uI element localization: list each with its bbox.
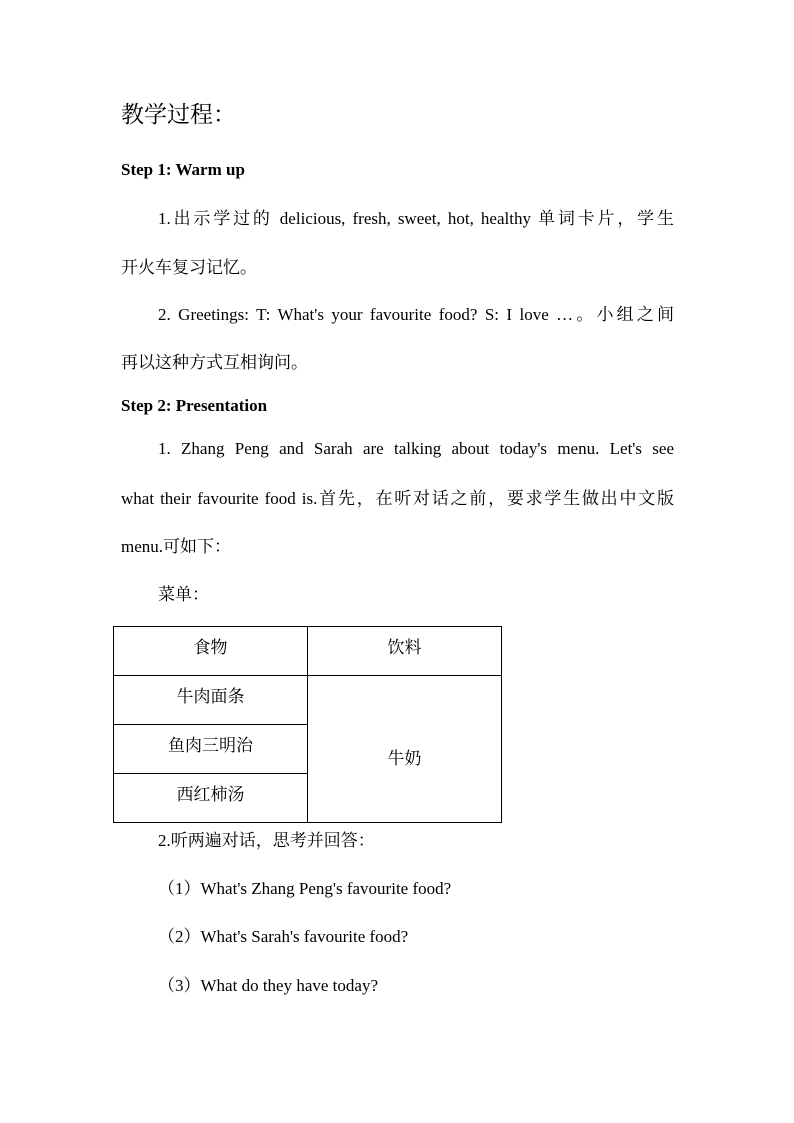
step1-item1-line2: 开火车复习记忆。 — [121, 258, 257, 277]
step2-heading: Step 2: Presentation — [121, 396, 268, 415]
food-cell: 鱼肉三明治 — [114, 725, 308, 774]
step2-item1-line3: menu.可如下： — [121, 537, 232, 556]
menu-table — [113, 626, 502, 823]
food-cell: 西红柿汤 — [114, 774, 308, 823]
step2-item1-line2: what their favourite food is.首先，在听对话之前，要求学生做出中文版 — [121, 489, 674, 508]
step2-item2: 2.听两遍对话，思考并回答： — [158, 831, 375, 850]
question-item: （1）What's Zhang Peng's favourite food? — [158, 879, 452, 898]
question-item: （2）What's Sarah's favourite food? — [158, 927, 409, 946]
step1-item2-line1: 2. Greetings: T: What's your favourite food? S: I love …。小组之间 — [158, 305, 674, 324]
drink-cell: 牛奶 — [308, 676, 502, 823]
step1-item2-line2: 再以这种方式互相询问。 — [121, 353, 308, 372]
page-title: 教学过程： — [121, 102, 236, 128]
menu-label: 菜单： — [158, 585, 209, 604]
question-item: （3）What do they have today? — [158, 976, 378, 995]
food-cell: 牛肉面条 — [114, 676, 308, 725]
header-drink: 饮料 — [308, 627, 502, 676]
header-food: 食物 — [114, 627, 308, 676]
step2-item1-line1: 1. Zhang Peng and Sarah are talking about today's menu. Let's see — [158, 439, 674, 458]
step1-item1-line1: 1.出示学过的 delicious, fresh, sweet, hot, healthy 单词卡片，学生 — [158, 209, 674, 228]
step1-heading: Step 1: Warm up — [121, 160, 245, 179]
